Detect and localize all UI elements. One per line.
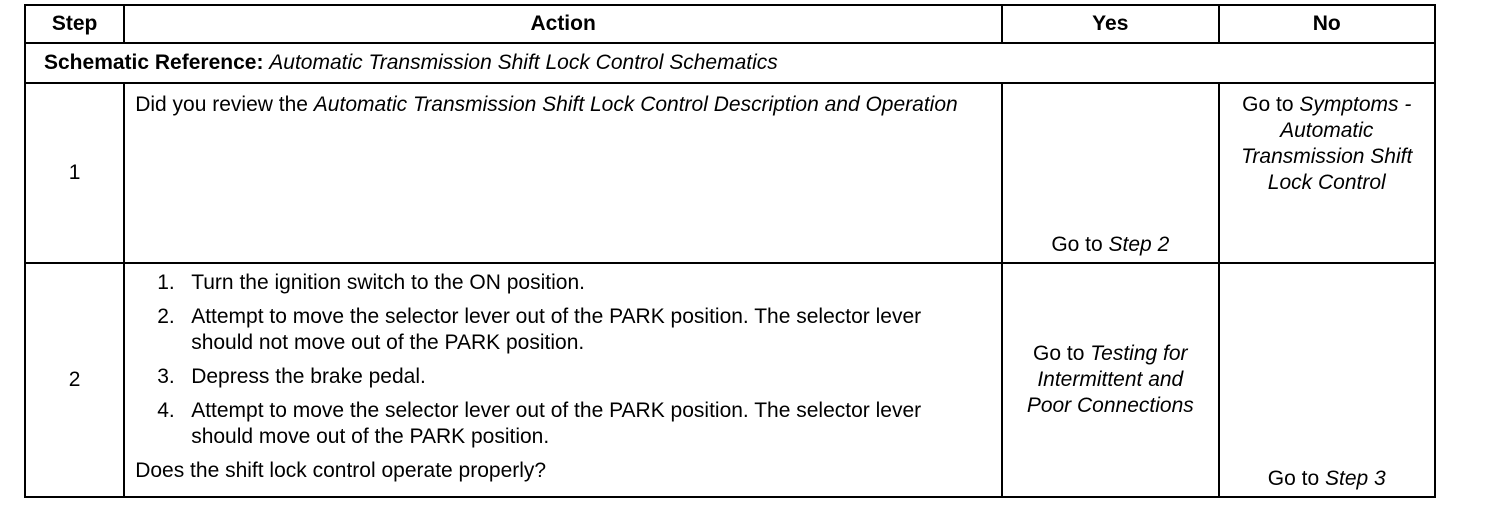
list-item	[157, 270, 989, 296]
action-steps-list	[135, 270, 989, 450]
list-item-number: 2.	[157, 305, 175, 328]
header-row	[25, 5, 1435, 43]
header-step: Step	[25, 5, 124, 43]
step-number: 1	[25, 83, 124, 263]
step-number: 2	[25, 263, 124, 497]
no-result	[1220, 466, 1434, 492]
no-result	[1227, 92, 1427, 196]
schematic-reference-row	[25, 43, 1435, 83]
schematic-reference-cell	[25, 43, 1435, 83]
diagnostic-table	[24, 4, 1436, 498]
list-item-text: Depress the brake pedal.	[191, 365, 426, 388]
no-prefix: Go to	[1267, 467, 1325, 490]
no-reference-link[interactable]: Step 3	[1325, 467, 1386, 490]
list-item-number: 3.	[157, 365, 175, 388]
list-item-number: 4.	[157, 399, 175, 422]
list-item	[157, 398, 989, 450]
yes-cell	[1002, 263, 1218, 497]
yes-prefix: Go to	[1033, 342, 1091, 365]
no-cell	[1219, 263, 1435, 497]
yes-result	[1003, 232, 1217, 258]
list-item-text: Attempt to move the selector lever out of the PARK position. The selector lever should move out of the PARK position.	[191, 399, 922, 448]
list-item-text: Attempt to move the selector lever out of the PARK position. The selector lever should not move out of the PARK position.	[191, 305, 922, 354]
action-cell	[124, 83, 1002, 263]
list-item	[157, 364, 989, 390]
schematic-reference-link[interactable]: Automatic Transmission Shift Lock Control Schematics	[269, 51, 778, 74]
list-item-number: 1.	[157, 271, 175, 294]
header-action: Action	[124, 5, 1002, 43]
header-no: No	[1219, 5, 1435, 43]
table-row	[25, 263, 1435, 497]
no-prefix: Go to	[1242, 93, 1300, 116]
table-row	[25, 83, 1435, 263]
yes-prefix: Go to	[1051, 233, 1109, 256]
description-reference-link[interactable]: Automatic Transmission Shift Lock Control Description and Operation	[313, 93, 958, 116]
list-item	[157, 304, 989, 356]
action-text: Did you review the	[135, 93, 314, 116]
schematic-reference-label: Schematic Reference:	[44, 51, 264, 74]
header-yes: Yes	[1002, 5, 1218, 43]
action-cell	[124, 263, 1002, 497]
no-cell	[1219, 83, 1435, 263]
yes-reference-link[interactable]: Step 2	[1108, 233, 1170, 256]
yes-cell	[1002, 83, 1218, 263]
list-item-text: Turn the ignition switch to the ON position.	[191, 271, 585, 294]
yes-reference-link[interactable]: Testing for Intermittent and Poor Connections	[1026, 342, 1194, 417]
action-question: Does the shift lock control operate properly?	[135, 459, 547, 482]
no-reference-link[interactable]: Symptoms - Automatic Transmission Shift Lock Control	[1241, 93, 1413, 194]
yes-result	[1020, 341, 1200, 419]
